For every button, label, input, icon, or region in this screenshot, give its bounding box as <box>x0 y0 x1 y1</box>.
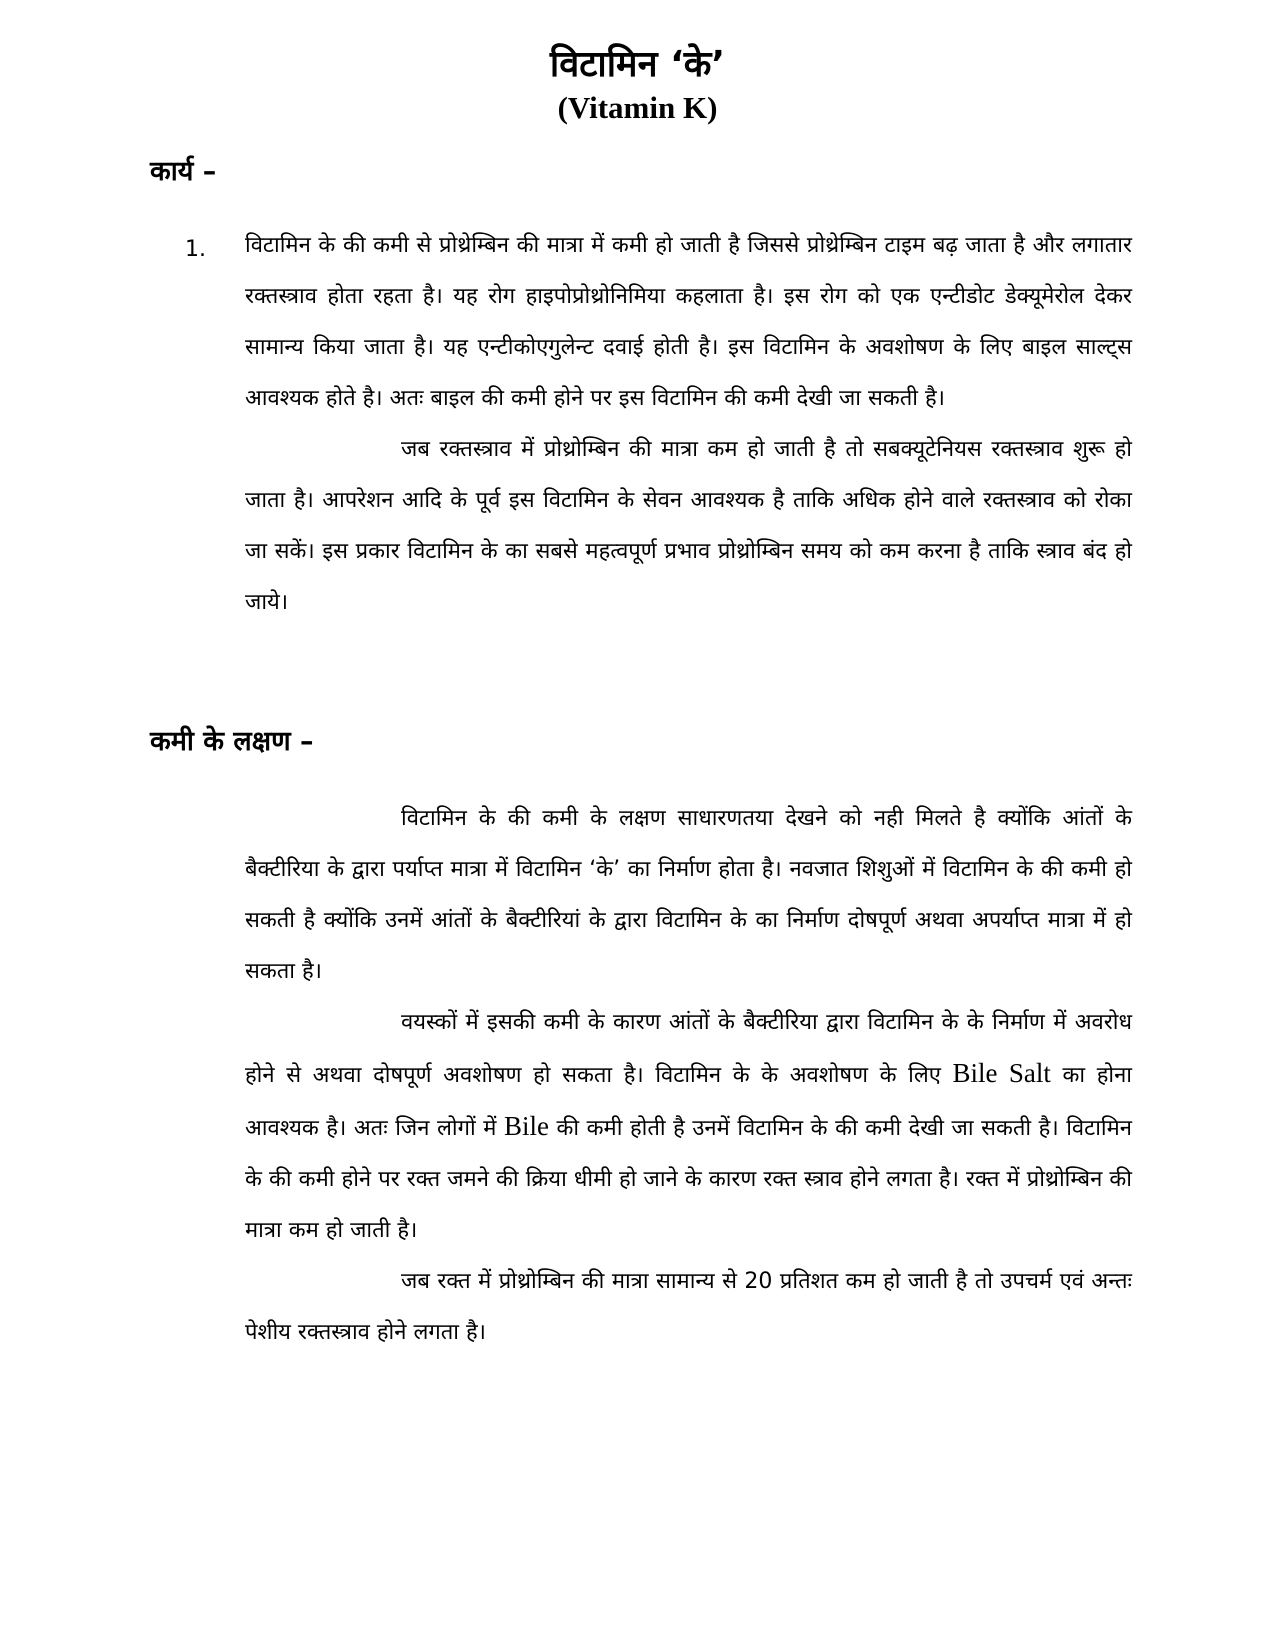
section-heading-deficiency: कमी के लक्षण – <box>150 726 314 757</box>
text-run: का होना आवश्यक है। अतः जिन लोगों में <box>245 1063 1132 1141</box>
text-run: वयस्कों में इसकी कमी के कारण आंतों के बैक्टीरिया द्वारा विटामिन के के निर्माण में अवरोध होने से अथवा दोषपूर्ण अवशोषण हो सकता है। विटामिन के के अवशोषण के लिए <box>245 1010 1132 1088</box>
functions-body <box>245 220 1132 628</box>
paragraph: जब रक्त में प्रोथ्रोम्बिन की मात्रा सामान्य से 20 प्रतिशत कम हो जाती है तो उपचर्म एवं अन्तः पेशीय रक्तस्त्राव होने लगता है। <box>245 1269 1132 1345</box>
paragraph <box>245 997 1132 1256</box>
paragraph: विटामिन के की कमी के लक्षण साधारणतया देखने को नही मिलते है क्योंकि आंतों के बैक्टीरिया के द्वारा पर्याप्त मात्रा में विटामिन ‘के’ का निर्माण होता है। नवजात शिशुओं में विटामिन के की कमी हो सकती है क्योंकि उनमें आंतों के बैक्टीरियां के द्वारा विटामिन के का निर्माण दोषपूर्ण अथवा अपर्याप्त मात्रा में हो सकता है। <box>245 806 1132 984</box>
paragraph: विटामिन के की कमी से प्रोथ्रेम्बिन की मात्रा में कमी हो जाती है जिससे प्रोथ्रेम्बिन टाइम बढ़ जाता है और लगातार रक्तस्त्राव होता रहता है। यह रोग हाइपोप्रोथ्रोनिमिया कहलाता है। इस रोग को एक एन्टीडोट डेक्यूमेरोल देकर सामान्य किया जाता है। यह एन्टीकोएगुलेन्ट दवाई होती है। इस विटामिन के अवशोषण के लिए बाइल साल्ट्स आवश्यक होते है। अतः बाइल की कमी होने पर इस विटामिन की कमी देखी जा सकती है। <box>245 233 1132 411</box>
deficiency-body <box>245 793 1132 1358</box>
page-subtitle: (Vitamin K) <box>557 90 718 125</box>
section-heading-functions: कार्य – <box>150 156 217 187</box>
bile-term: Bile <box>503 1111 549 1141</box>
text-run: की कमी होती है उनमें विटामिन के की कमी देखी जा सकती है। विटामिन के की कमी होने पर रक्त जमने की क्रिया धीमी हो जाने के कारण रक्त स्त्राव होने लगता है। रक्त में प्रोथ्रोम्बिन की मात्रा कम हो जाती है। <box>245 1116 1132 1243</box>
page-title: विटामिन ‘के’ <box>549 44 726 85</box>
paragraph: जब रक्तस्त्राव में प्रोथ्रोम्बिन की मात्रा कम हो जाती है तो सबक्यूटेनियस रक्तस्त्राव शुरू हो जाता है। आपरेशन आदि के पूर्व इस विटामिन के सेवन आवश्यक है ताकि अधिक होने वाले रक्तस्त्राव को रोका जा सकें। इस प्रकार विटामिन के का सबसे महत्वपूर्ण प्रभाव प्रोथ्रोम्बिन समय को कम करना है ताकि स्त्राव बंद हो जाये। <box>245 437 1132 615</box>
bile-salt-term: Bile Salt <box>952 1058 1051 1088</box>
list-item-number: 1. <box>185 237 206 262</box>
